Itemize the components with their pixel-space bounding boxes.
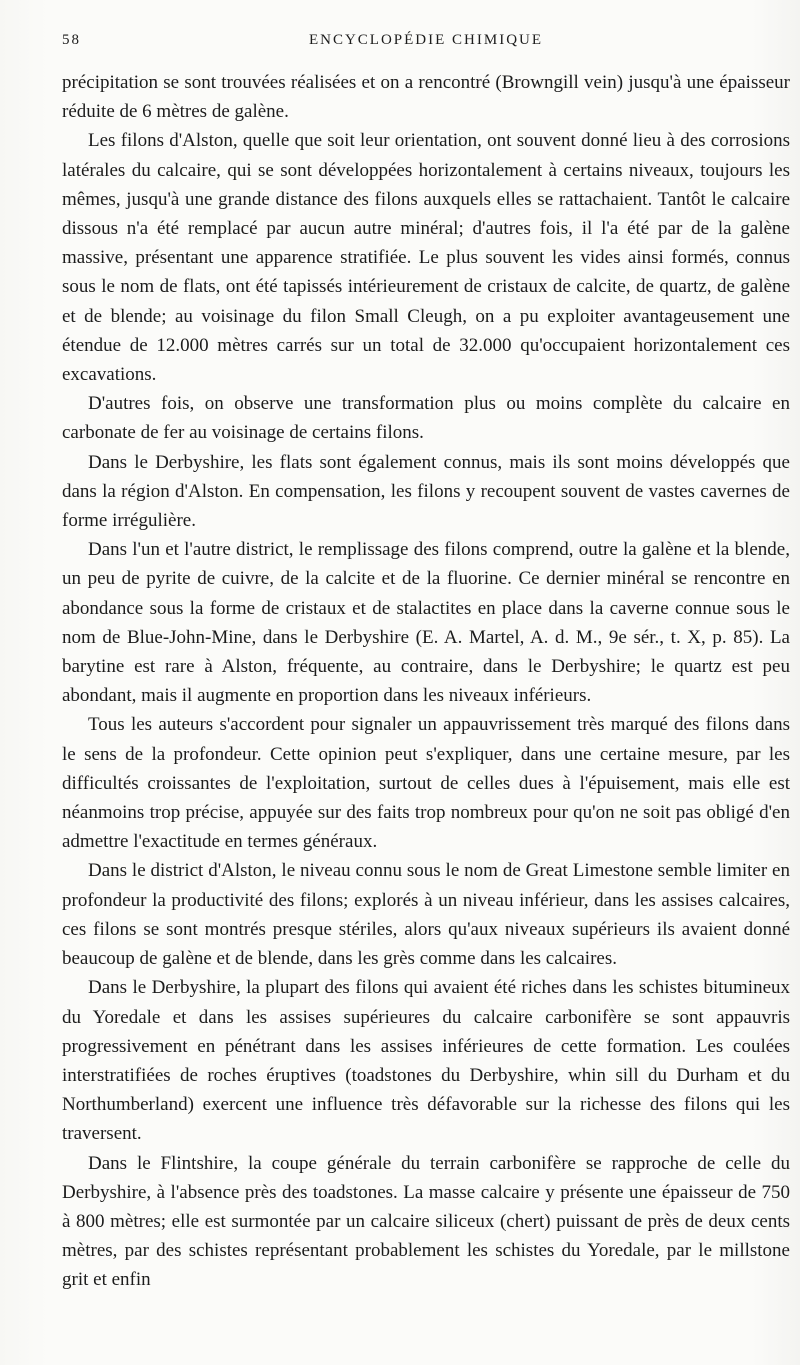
paragraph: Dans le Derbyshire, les flats sont également connus, mais ils sont moins développés que dans la région d'Alston. En compensation, les filons y recoupent souvent de vastes cavernes de forme irrégulière. xyxy=(62,451,790,532)
paragraph: Dans le district d'Alston, le niveau connu sous le nom de Great Limestone semble limiter en profondeur la productivité des filons; explorés à un niveau inférieur, dans les assises calcaires, ces filons se sont montrés presque stériles, alors qu'aux niveaux supérieurs ils avaient donné beaucoup de galène et de blende, dans les grès comme dans les calcaires. xyxy=(62,860,790,970)
paragraph: D'autres fois, on observe une transformation plus ou moins complète du calcaire en carbonate de fer au voisinage de certains filons. xyxy=(62,393,790,444)
paragraph: Les filons d'Alston, quelle que soit leur orientation, ont souvent donné lieu à des corrosions latérales du calcaire, qui se sont développées horizontalement à certains niveaux, toujours les mêmes, jusqu'à une grande distance des filons auxquels elles se rattachaient. Tantôt le calcaire dissous n'a été remplacé par aucun autre minéral; d'autres fois, il l'a été par de la galène massive, présentant une apparence stratifiée. Le plus souvent les vides ainsi formés, connus sous le nom de flats, ont été tapissés intérieurement de cristaux de calcite, de quartz, de galène et de blende; au voisinage du filon Small Cleugh, on a pu exploiter avantageusement une étendue de 12.000 mètres carrés sur un total de 32.000 qu'occupaient horizontalement ces excavations. xyxy=(62,130,790,386)
paragraph: précipitation se sont trouvées réalisées et on a rencontré (Browngill vein) jusqu'à une épaisseur réduite de 6 mètres de galène. xyxy=(62,72,790,123)
paragraph: Dans le Derbyshire, la plupart des filons qui avaient été riches dans les schistes bitumineux du Yoredale et dans les assises supérieures du calcaire carbonifère se sont appauvris progressivement en pénétrant dans les assises inférieures de cette formation. Les coulées interstratifiées de roches éruptives (toadstones du Derbyshire, whin sill du Durham et du Northumberland) exercent une influence très défavorable sur la richesse des filons qui les traversent. xyxy=(62,977,790,1145)
running-title: ENCYCLOPÉDIE CHIMIQUE xyxy=(308,32,544,48)
body-text xyxy=(62,68,790,1295)
paragraph: Tous les auteurs s'accordent pour signaler un appauvrissement très marqué des filons dans le sens de la profondeur. Cette opinion peut s'expliquer, dans une certaine mesure, par les difficultés croissantes de l'exploitation, surtout de celles dues à l'épuisement, mais elle est néanmoins trop précise, appuyée sur des faits trop nombreux pour qu'on ne soit pas obligé d'en admettre l'exactitude en termes généraux. xyxy=(62,714,790,853)
page-number: 58 xyxy=(62,32,81,48)
paragraph: Dans le Flintshire, la coupe générale du terrain carbonifère se rapproche de celle du Derbyshire, à l'absence près des toadstones. La masse calcaire y présente une épaisseur de 750 à 800 mètres; elle est surmontée par un calcaire siliceux (chert) puissant de près de deux cents mètres, par des schistes représentant probablement les schistes du Yoredale, par le millstone grit et enfin xyxy=(62,1152,790,1291)
paragraph: Dans l'un et l'autre district, le remplissage des filons comprend, outre la galène et la blende, un peu de pyrite de cuivre, de la calcite et de la fluorine. Ce dernier minéral se rencontre en abondance sous la forme de cristaux et de stalactites en place dans la caverne connue sous le nom de Blue-John-Mine, dans le Derbyshire (E. A. Martel, A. d. M., 9e sér., t. X, p. 85). La barytine est rare à Alston, fréquente, au contraire, dans le Derbyshire; le quartz est peu abondant, mais il augmente en proportion dans les niveaux inférieurs. xyxy=(62,539,790,707)
running-head xyxy=(62,32,770,56)
